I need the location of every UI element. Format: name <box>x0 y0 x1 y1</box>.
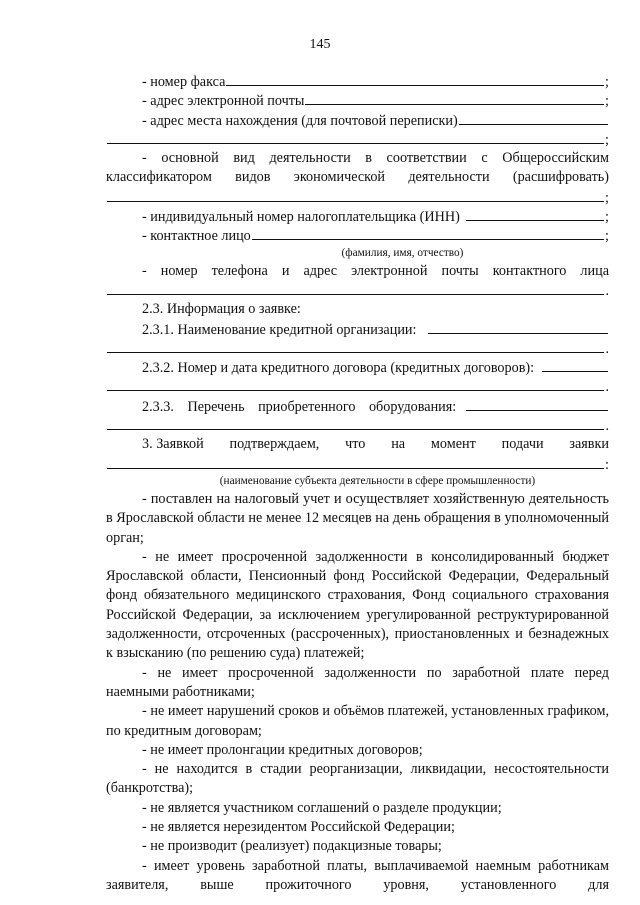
fax-semicolon: ; <box>605 74 609 90</box>
condition-paragraph: - не имеет пролонгации кредитных договоров; <box>142 741 423 758</box>
contact-person-line <box>106 226 609 245</box>
address-semicolon: ; <box>605 131 609 148</box>
item-2-3-3-label: 2.3.3. Перечень приобретенного оборудования: <box>142 398 457 415</box>
item-2-3-2-period: . <box>605 379 609 396</box>
item-2-3-1-line <box>106 320 609 339</box>
activity-blank-line <box>106 188 609 207</box>
address-label: - адрес места нахождения (для почтовой переписки) <box>142 112 458 129</box>
item-2-3-1-blank[interactable] <box>428 320 608 334</box>
contact-person-caption: (фамилия, имя, отчество) <box>341 246 464 259</box>
subject-name-caption: (наименование субъекта деятельности в сфере промышленности) <box>219 474 536 487</box>
email-semicolon: ; <box>605 93 609 110</box>
condition-paragraph: - не имеет просроченной задолженности по заработной плате перед наемными работниками; <box>106 664 609 700</box>
item-2-3-3-continuation <box>106 416 609 435</box>
condition-paragraph: - не имеет нарушений сроков и объёмов платежей, установленных графиком, по кредитным договорам; <box>106 703 609 739</box>
section-2-3-heading <box>106 300 609 319</box>
section-2-3-heading-text: 2.3. Информация о заявке: <box>142 301 301 318</box>
subject-name-blank[interactable] <box>107 455 604 469</box>
item-2-3-2-label: 2.3.2. Номер и дата кредитного договора (кредитных договоров): <box>142 360 535 377</box>
address-blank[interactable] <box>459 111 608 125</box>
section-3-intro <box>106 435 609 454</box>
item-2-3-3-period: . <box>605 418 609 435</box>
condition-paragraph: - не является участником соглашений о разделе продукции; <box>142 799 502 816</box>
address-line <box>106 111 609 130</box>
condition-paragraph: - не имеет просроченной задолженности в консолидированный бюджет Ярославской области, Пенсионный фонд Российской Федерации, Федеральный фонд обязательного медицинского страхования, Фонд социального страхования Российской Федерации, за исключением урегулированной реструктурированной задолженности, отсроченных (рассроченных), приостановленных и безнадежных к взысканию (по решению суда) платежей; <box>106 548 609 662</box>
item-2-3-1-blank-2[interactable] <box>107 339 604 353</box>
phone-email-period: . <box>605 282 609 299</box>
intro-word: 3. Заявкой <box>142 436 204 453</box>
fax-blank[interactable] <box>226 72 604 86</box>
contact-person-semicolon: ; <box>605 228 609 245</box>
condition-paragraph: - не является нерезидентом Российской Федерации; <box>142 818 455 835</box>
intro-word: заявки <box>569 436 609 453</box>
email-blank[interactable] <box>305 91 604 105</box>
subject-name-line <box>106 455 609 474</box>
phone-email-label: - номер телефона и адрес электронной почты контактного лица <box>142 262 609 279</box>
contact-person-label: - контактное лицо <box>142 228 251 245</box>
fax-label: - номер факса <box>142 74 226 90</box>
intro-word: что <box>345 436 366 453</box>
document-body <box>106 72 609 895</box>
item-2-3-2-continuation <box>106 377 609 396</box>
contact-person-blank[interactable] <box>252 226 604 240</box>
fax-line <box>106 72 609 91</box>
condition-paragraph: - не производит (реализует) подакцизные товары; <box>142 838 442 855</box>
activity-blank[interactable] <box>107 188 604 202</box>
condition-paragraph: - поставлен на налоговый учет и осуществляет хозяйственную деятельность в Ярославской области не менее 12 месяцев на день обращения в уполномоченный орган; <box>106 490 609 546</box>
phone-email-blank[interactable] <box>107 281 604 295</box>
item-2-3-1-continuation <box>106 339 609 358</box>
inn-semicolon: ; <box>605 209 609 226</box>
intro-word: подачи <box>501 436 544 453</box>
item-2-3-3-blank-2[interactable] <box>107 416 604 430</box>
condition-paragraph: - не находится в стадии реорганизации, ликвидации, несостоятельности (банкротства); <box>106 761 609 797</box>
item-2-3-1-label: 2.3.1. Наименование кредитной организации: <box>142 321 417 338</box>
activity-semicolon: ; <box>605 189 609 206</box>
page-number: 145 <box>309 37 331 52</box>
intro-word: момент <box>430 436 476 453</box>
inn-label: - индивидуальный номер налогоплательщика (ИНН) <box>142 209 460 226</box>
inn-line <box>106 207 609 226</box>
subject-name-colon: : <box>605 456 609 473</box>
item-2-3-2-line <box>106 358 609 377</box>
email-label: - адрес электронной почты <box>142 93 305 110</box>
phone-email-blank-line <box>106 281 609 300</box>
activity-line-1: - основной вид деятельности в соответствии с Общероссийским <box>142 150 609 167</box>
email-line <box>106 91 609 110</box>
item-2-3-2-blank[interactable] <box>542 358 608 372</box>
condition-paragraph: - имеет уровень заработной платы, выплачиваемой наемным работникам заявителя, выше прожиточного уровня, установленного для <box>106 857 609 893</box>
intro-word: подтверждаем, <box>229 436 320 453</box>
inn-blank[interactable] <box>466 207 604 221</box>
address-continuation-line <box>106 130 609 149</box>
activity-line-2: классификатором видов экономической деятельности (расшифровать) <box>106 169 609 186</box>
intro-word: на <box>391 436 406 453</box>
item-2-3-2-blank-2[interactable] <box>107 377 604 391</box>
item-2-3-3-line <box>106 397 609 416</box>
item-2-3-1-period: . <box>605 340 609 357</box>
item-2-3-3-blank[interactable] <box>466 397 608 411</box>
address-blank-2[interactable] <box>107 130 604 144</box>
